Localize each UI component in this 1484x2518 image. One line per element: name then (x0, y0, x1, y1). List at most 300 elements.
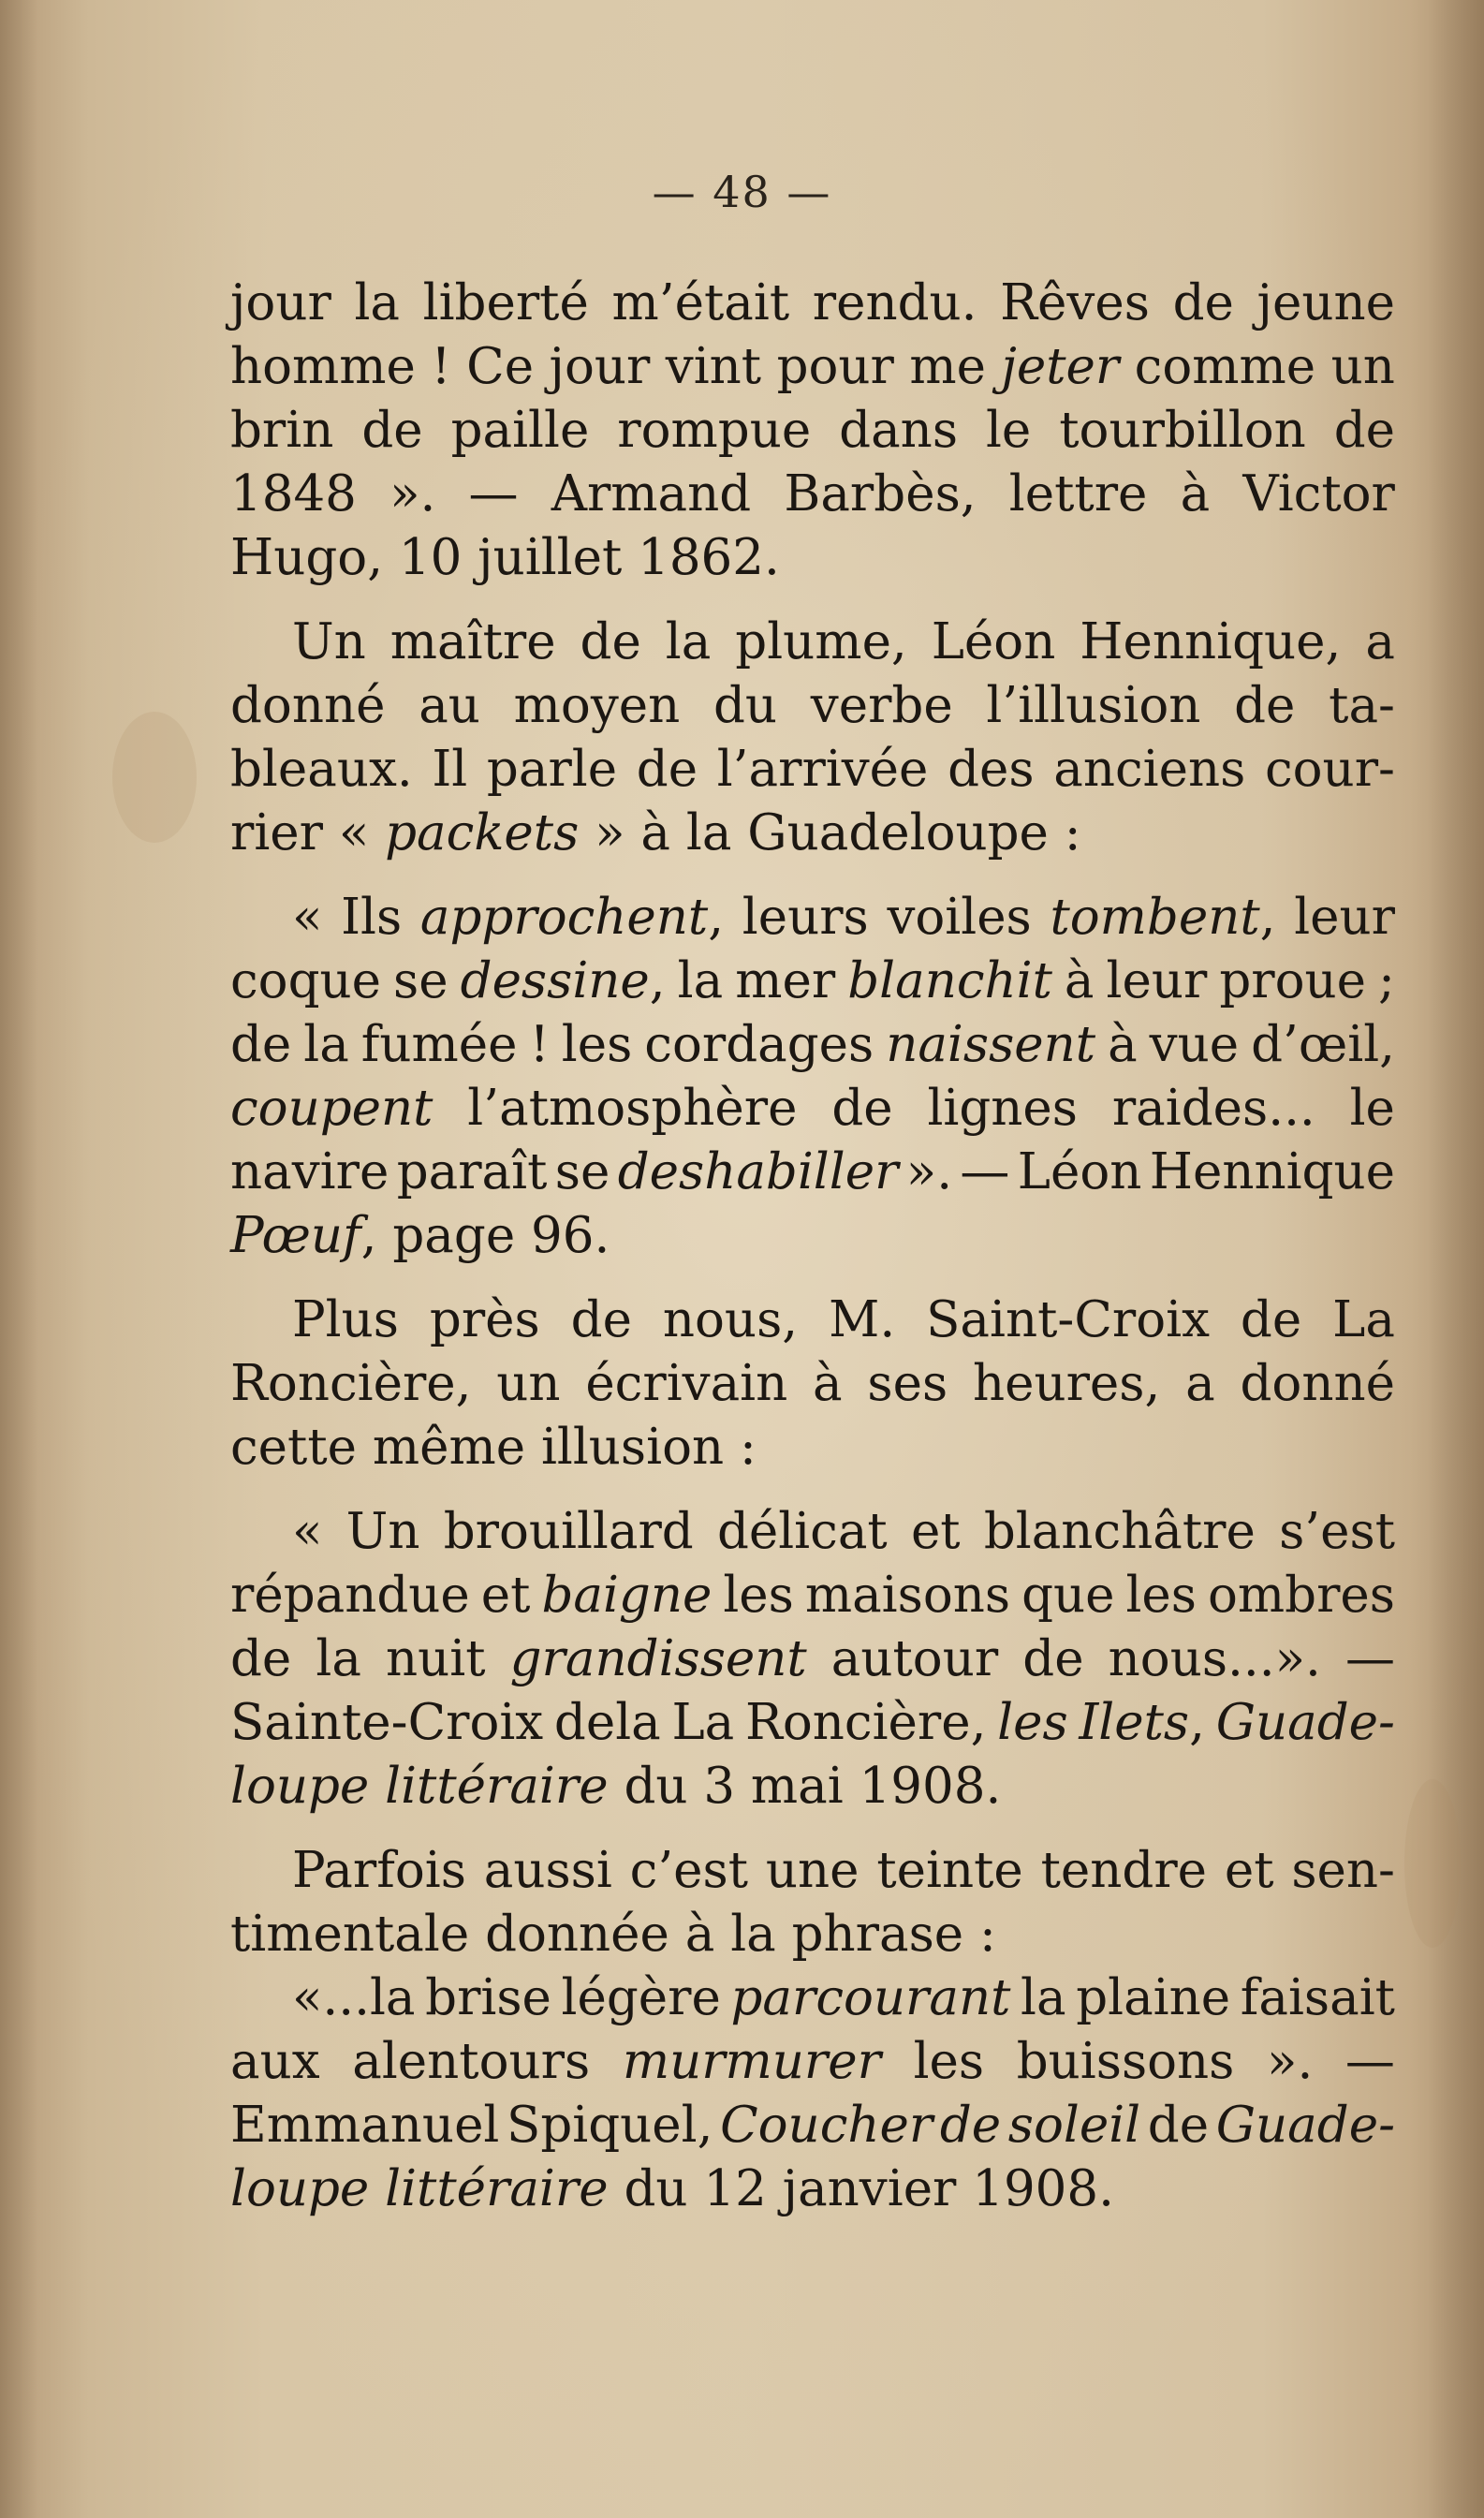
word (1107, 950, 1208, 1013)
word (551, 463, 752, 526)
word (1018, 1141, 1142, 1204)
text-line (230, 1141, 1395, 1204)
italic-text: de (939, 2097, 1002, 2154)
text-segment: et (480, 1567, 531, 1624)
text-line (230, 1204, 1395, 1268)
word (1350, 1077, 1395, 1141)
word (663, 1288, 798, 1352)
text-segment: «...la (292, 1969, 416, 2026)
text-segment: a (1185, 1355, 1215, 1412)
text-segment: , (708, 889, 725, 946)
text-line (230, 1839, 1395, 1903)
text-line (230, 1500, 1395, 1564)
text-segment: cette même illusion : (230, 1419, 757, 1476)
word (984, 1500, 1256, 1564)
text-segment: Roncière, (230, 1355, 472, 1412)
text-segment: que (1021, 1567, 1115, 1624)
word (430, 1288, 540, 1352)
italic-text: soleil (1007, 2097, 1141, 2154)
word (1291, 1839, 1395, 1903)
text-segment: raides... (1111, 1080, 1315, 1137)
word (887, 886, 1031, 950)
text-segment: Barbès, (784, 465, 977, 523)
text-line (230, 1416, 1395, 1480)
text-segment: la (677, 952, 724, 1009)
text-segment: de (580, 613, 641, 670)
text-line (230, 1627, 1395, 1691)
text-segment: Un (292, 613, 366, 670)
word (973, 1352, 1160, 1416)
word (1240, 1352, 1394, 1416)
text-segment: autour (830, 1630, 999, 1687)
word (292, 1966, 416, 2030)
word (451, 399, 590, 463)
text-segment: de (1147, 2097, 1210, 2154)
word (346, 1500, 420, 1564)
word (932, 611, 1056, 674)
text-segment: sen- (1291, 1842, 1395, 1899)
text-segment: navire (230, 1143, 389, 1200)
text-line (230, 463, 1395, 526)
word (1265, 738, 1395, 802)
word (1279, 1500, 1395, 1564)
text-segment: nuit (386, 1630, 486, 1687)
word (1022, 1627, 1083, 1691)
text-segment: la (665, 613, 712, 670)
word (292, 1500, 322, 1564)
text-segment: à (1180, 465, 1211, 523)
word (585, 1352, 787, 1416)
word (361, 399, 422, 463)
text-segment: Sainte-Croix (230, 1694, 544, 1751)
word (940, 2094, 1001, 2157)
text-segment: Roncière, (744, 1694, 987, 1751)
text-segment: leur (1106, 952, 1208, 1009)
word (562, 1013, 633, 1077)
text-segment: ta- (1329, 677, 1395, 734)
text-segment: de (636, 741, 698, 798)
word (723, 1564, 794, 1627)
text-segment: Hennique, (1080, 613, 1342, 670)
text-line (230, 886, 1395, 950)
italic-text: loupe littéraire (230, 2160, 609, 2217)
text-segment: du (713, 677, 778, 734)
word (554, 1691, 661, 1755)
word (303, 1013, 349, 1077)
italic-text: parcourant (730, 1969, 1011, 2026)
text-segment: lettre (1008, 465, 1148, 523)
text-segment: — (1344, 1630, 1395, 1687)
word (1021, 1564, 1114, 1627)
text-segment: paille (450, 402, 590, 459)
italic-text: Pœuf (230, 1207, 361, 1264)
word (886, 1013, 1095, 1077)
text-segment: jeune (1256, 274, 1395, 331)
text-segment: donné (230, 677, 386, 734)
text-segment: 1848 (230, 465, 357, 523)
text-segment: Saint-Croix (926, 1291, 1210, 1348)
word (1065, 950, 1095, 1013)
text-segment: à (1064, 952, 1095, 1009)
text-segment: de (230, 1016, 292, 1073)
text-segment: La (671, 1694, 735, 1751)
word (230, 1691, 543, 1755)
word (1059, 399, 1306, 463)
word (906, 1141, 952, 1204)
word (461, 950, 666, 1013)
text-segment: la (354, 274, 401, 331)
word (1185, 1352, 1215, 1416)
word (230, 2094, 499, 2157)
italic-text: blanchit (847, 952, 1052, 1009)
text-segment: jour (549, 338, 651, 395)
text-segment: teinte (876, 1842, 1023, 1899)
word (432, 738, 467, 802)
word (742, 886, 869, 950)
word (1219, 950, 1366, 1013)
text-segment: anciens (1053, 741, 1246, 798)
text-segment: , (1259, 889, 1276, 946)
text-segment: — (468, 465, 519, 523)
italic-text: baigne (541, 1567, 713, 1624)
page-edge-shadow-left (0, 0, 37, 2518)
word (230, 399, 333, 463)
word (735, 611, 906, 674)
word (1216, 1691, 1395, 1755)
text-line (230, 611, 1395, 674)
text-line (230, 802, 1395, 865)
word (717, 738, 929, 802)
text-segment: , (649, 952, 666, 1009)
text-segment: paraît (396, 1143, 548, 1200)
word (230, 1077, 433, 1141)
text-line (230, 1903, 1395, 1966)
text-segment: ». (1267, 2033, 1314, 2090)
italic-text: les (997, 1694, 1068, 1751)
text-segment: ». (389, 465, 436, 523)
word (510, 1627, 807, 1691)
word (720, 2094, 933, 2157)
word (766, 1839, 860, 1903)
word (1345, 1627, 1395, 1691)
text-segment: l’illusion (986, 677, 1201, 734)
text-segment: près (429, 1291, 540, 1348)
word (431, 335, 450, 399)
word (292, 886, 322, 950)
text-segment: plaine (1076, 1969, 1231, 2026)
text-line (230, 526, 1395, 590)
text-line (230, 1755, 1395, 1819)
text-line (230, 1564, 1395, 1627)
text-segment: se (554, 1143, 610, 1200)
text-segment: à (1108, 1016, 1138, 1073)
text-segment: parle (486, 741, 618, 798)
word (745, 1691, 987, 1755)
text-segment: dans (839, 402, 959, 459)
word (1257, 272, 1395, 335)
word (230, 272, 331, 335)
text-segment: Un (345, 1503, 420, 1560)
word (914, 2030, 985, 2094)
text-segment: à (813, 1355, 843, 1412)
italic-text: jeter (1001, 338, 1120, 395)
text-segment: voiles (887, 889, 1032, 946)
text-segment: pour (776, 338, 894, 395)
word (1000, 272, 1150, 335)
text-segment: » à la Guadeloupe : (579, 804, 1081, 861)
word (423, 272, 589, 335)
text-segment: « (292, 889, 323, 946)
word (813, 1352, 843, 1416)
text-segment: brin (230, 402, 334, 459)
italic-text: dessine (460, 952, 650, 1009)
word (230, 1352, 472, 1416)
word (713, 674, 777, 738)
italic-text: grandissent (509, 1630, 807, 1687)
word (393, 950, 448, 1013)
word (612, 272, 790, 335)
word (1345, 2030, 1395, 2094)
italic-text: tombent (1050, 889, 1260, 946)
text-segment: répandue (230, 1567, 470, 1624)
word (1225, 1839, 1274, 1903)
word (444, 1500, 694, 1564)
text-segment: de (831, 1080, 893, 1137)
text-segment: Armand (551, 465, 752, 523)
word (1365, 611, 1395, 674)
word (487, 738, 617, 802)
text-segment: — (960, 1143, 1010, 1200)
word (1021, 1966, 1066, 2030)
word (1080, 611, 1341, 674)
text-line (230, 1352, 1395, 1416)
word (292, 1288, 399, 1352)
text-segment: — (1344, 2033, 1395, 2090)
word (571, 1288, 632, 1352)
text-segment: comme (1134, 338, 1316, 395)
word (1148, 2094, 1209, 2157)
word (1109, 1627, 1321, 1691)
text-segment: de (1172, 274, 1234, 331)
word (829, 1288, 895, 1352)
text-segment: légère (561, 1969, 721, 2026)
text-segment: Il (432, 741, 468, 798)
word (948, 738, 1035, 802)
text-segment: la (1021, 1969, 1066, 2026)
word (986, 399, 1031, 463)
word (831, 1627, 998, 1691)
text-segment: blanchâtre (983, 1503, 1256, 1560)
word (467, 1077, 797, 1141)
word (496, 1352, 560, 1416)
word (425, 1966, 551, 2030)
text-line (230, 950, 1395, 1013)
text-segment: maisons (804, 1567, 1011, 1624)
text-line (230, 272, 1395, 335)
text-segment: ! (529, 1016, 550, 1073)
word (1334, 399, 1395, 463)
text-segment: au (419, 677, 480, 734)
word (390, 611, 556, 674)
text-segment: de (570, 1291, 632, 1348)
text-segment: leur (1294, 889, 1395, 946)
word (230, 335, 416, 399)
word (986, 674, 1200, 738)
text-segment: et (910, 1503, 961, 1560)
text-segment: timentale donnée à la phrase : (230, 1906, 996, 1963)
word (230, 1627, 291, 1691)
text-segment: les (723, 1567, 794, 1624)
text-segment: la (316, 1630, 361, 1687)
text-line (230, 1013, 1395, 1077)
italic-text: Ilets (1079, 1694, 1190, 1751)
word (550, 335, 651, 399)
text-segment: cour- (1264, 741, 1395, 798)
text-segment: buissons (1016, 2033, 1235, 2090)
text-segment: de (1240, 1291, 1302, 1348)
text-segment: aussi (483, 1842, 612, 1899)
word (876, 1839, 1022, 1903)
text-segment: La (1332, 1291, 1395, 1348)
word (341, 886, 402, 950)
word (735, 950, 835, 1013)
word (292, 611, 366, 674)
italic-text: Guade- (1215, 2097, 1395, 2154)
text-segment: le (985, 402, 1032, 459)
text-segment: proue (1219, 952, 1367, 1009)
word (1076, 1966, 1230, 2030)
word (1009, 463, 1148, 526)
text-line (230, 674, 1395, 738)
text-segment: écrivain (585, 1355, 788, 1412)
text-segment: délicat (716, 1503, 888, 1560)
text-segment: tendre (1040, 1842, 1208, 1899)
text-segment: un (496, 1355, 561, 1412)
text-segment: liberté (422, 274, 589, 331)
text-segment: Hennique (1149, 1143, 1395, 1200)
word (847, 950, 1052, 1013)
word (1241, 1966, 1395, 2030)
word (730, 1966, 1010, 2030)
text-segment: plume, (735, 613, 907, 670)
paper-stain (112, 712, 197, 843)
text-segment: a (1365, 613, 1395, 670)
text-segment: se (393, 952, 448, 1009)
text-segment: ; (1378, 952, 1395, 1009)
word (1267, 2030, 1313, 2094)
word (839, 399, 958, 463)
word (555, 1141, 610, 1204)
page-number: — 48 — (652, 167, 832, 217)
page-edge-shadow-right (1428, 0, 1484, 2518)
text-segment: alentours (352, 2033, 591, 2090)
text-segment: du 3 mai 1908. (608, 1758, 1002, 1815)
word (562, 1966, 721, 2030)
text-segment: heures, (972, 1355, 1161, 1412)
text-segment: Victor (1242, 465, 1395, 523)
text-segment: Léon (1017, 1143, 1142, 1200)
word (909, 335, 986, 399)
text-line (230, 1077, 1395, 1141)
italic-text: Guade- (1215, 1694, 1395, 1751)
word (230, 738, 413, 802)
word (230, 950, 381, 1013)
italic-text: naissent (886, 1016, 1096, 1073)
text-segment: du 12 janvier 1908. (608, 2160, 1114, 2217)
word (397, 1141, 548, 1204)
word (484, 1839, 612, 1903)
word (1331, 335, 1395, 399)
word (811, 674, 953, 738)
text-segment: Emmanuel (230, 2097, 500, 2154)
text-segment: rendu. (812, 274, 977, 331)
text-segment: jour (230, 274, 331, 331)
text-segment: donné (1240, 1355, 1395, 1412)
word (230, 2030, 320, 2094)
text-segment: c’est (629, 1842, 749, 1899)
text-segment: m’était (611, 274, 790, 331)
text-segment: un (1330, 338, 1395, 395)
word (292, 1839, 466, 1903)
text-segment: ! (431, 338, 451, 395)
text-segment: d’œil, (1251, 1016, 1395, 1073)
word (867, 1352, 948, 1416)
text-segment: aux (230, 2033, 320, 2090)
word (623, 2030, 881, 2094)
text-segment: faisait (1240, 1969, 1395, 2026)
text-segment: brise (425, 1969, 551, 2026)
text-segment: de (1333, 402, 1395, 459)
word (1181, 463, 1211, 526)
text-segment: « (292, 1503, 323, 1560)
word (361, 1013, 518, 1077)
text-segment: s’est (1279, 1503, 1395, 1560)
word (1216, 2094, 1395, 2157)
word (230, 463, 357, 526)
word (617, 399, 811, 463)
word (1242, 463, 1395, 526)
text-line (230, 1691, 1395, 1755)
text-segment: de (1022, 1630, 1084, 1687)
word (1050, 886, 1275, 950)
text-segment: leurs (742, 889, 869, 946)
text-segment: vue (1149, 1016, 1240, 1073)
text-segment: ». (905, 1143, 953, 1200)
text-segment: vint (665, 338, 762, 395)
word (230, 1141, 389, 1204)
word (230, 1013, 291, 1077)
text-segment: Rêves (1000, 274, 1150, 331)
text-segment: brouillard (443, 1503, 694, 1560)
text-segment: des (948, 741, 1035, 798)
word (1001, 335, 1119, 399)
text-segment: Plus (292, 1291, 399, 1348)
text-segment: les (1125, 1567, 1197, 1624)
italic-text: Coucher (720, 2097, 933, 2154)
text-segment: Hugo, 10 juillet 1862. (230, 529, 780, 586)
paper-stain (1404, 1779, 1461, 1948)
text-segment: bleaux. (230, 741, 413, 798)
word (354, 272, 400, 335)
word (831, 1077, 892, 1141)
word (630, 1839, 748, 1903)
word (805, 1564, 1010, 1627)
word (997, 1691, 1068, 1755)
text-segment: maître (389, 613, 556, 670)
word (618, 1141, 899, 1204)
word (666, 611, 712, 674)
text-segment: lignes (927, 1080, 1078, 1137)
